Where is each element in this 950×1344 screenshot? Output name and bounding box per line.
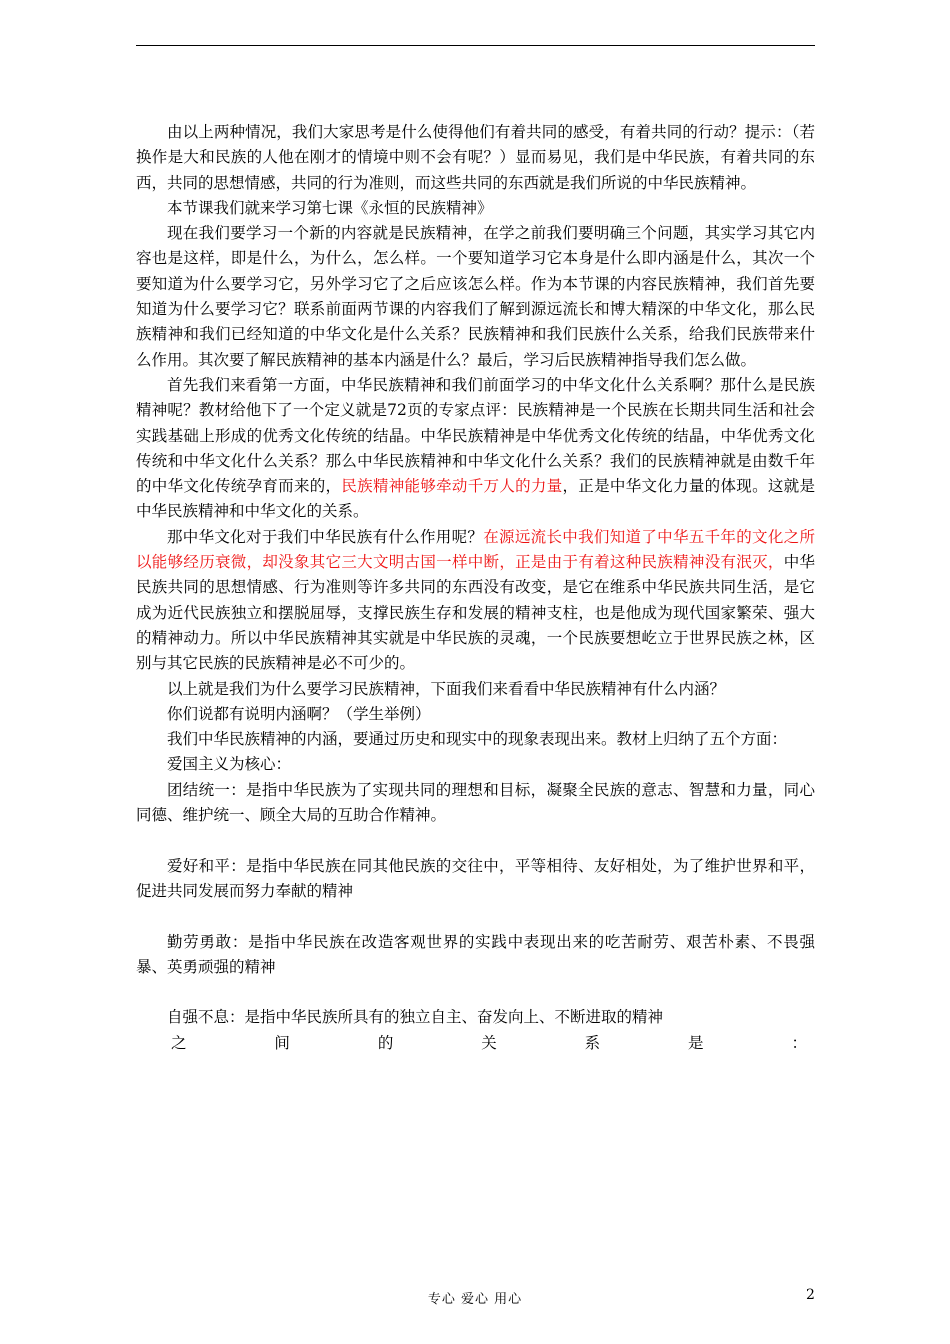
relation-char: ： [791, 1033, 807, 1052]
paragraph: 本节课我们就来学习第七课《永恒的民族精神》 [167, 198, 493, 217]
relation-char: 关 [481, 1033, 497, 1052]
peace-paragraph: 爱好和平：是指中华民族在同其他民族的交往中，平等相待、友好相处，为了维护世界和平，促进共同发展而努力奉献的精神 [136, 856, 815, 900]
paragraph: 爱国主义为核心： [167, 755, 292, 774]
paragraph: 你们说都有说明内涵啊？（学生举例） [167, 704, 431, 723]
document-body [136, 120, 815, 1056]
paragraph: 我们中华民族精神的内涵，要通过历史和现实中的现象表现出来。教材上归纳了五个方面： [167, 730, 788, 749]
paragraph [136, 373, 815, 525]
diligence-paragraph: 勤劳勇敢：是指中华民族在改造客观世界的实践中表现出来的吃苦耐劳、艰苦朴素、不畏强暴、英勇顽强的精神 [136, 932, 815, 976]
relation-char: 是 [688, 1033, 704, 1052]
footer-motto: 专心 爱心 用心 [427, 1292, 523, 1307]
paragraph: 以上就是我们为什么要学习民族精神，下面我们来看看中华民族精神有什么内涵？ [167, 679, 726, 698]
text-run: 中华民族共同的思想情感、行为准则等许多共同的东西没有改变，是它在维系中华民族共同生活，是它成为近代民族独立和摆脱屈辱，支撑民族生存和发展的精神支柱，也是他成为现代国家繁荣、强大的精神动力。所以中华民族精神其实就是中华民族的灵魂，一个民族要想屹立于世界民族之林，区别与其它民族的民族精神是必不可少的。 [136, 553, 815, 673]
relation-char: 的 [377, 1033, 394, 1052]
relation-char: 间 [274, 1033, 290, 1052]
text-run: 首先我们来看第一方面，中华民族精神和我们前面学习的中华文化什么关系啊？那什么是民族精神呢？教材给他下了一个定义就是72页的专家点评：民族精神是一个民族在长期共同生活和社会实践基础上形成的优秀文化传统的结晶。中华民族精神是中华优秀文化传统的结晶，中华优秀文化传统和中华文化什么关系？那么中华民族精神和中华文化什么关系？我们的民族精神就是由数千年的中华文化传统孕育而来的， [136, 375, 815, 496]
spacer [136, 980, 815, 1005]
spacer [136, 828, 815, 853]
highlighted-text: 民族精神能够牵动千万人的力量 [341, 477, 563, 496]
text-run: ，正是中华文化力量的体现。这就是中华民族精神和中华文化的关系。 [136, 477, 815, 521]
paragraph: 现在我们要学习一个新的内容就是民族精神，在学之前我们要明确三个问题，其实学习其它内容也是这样，即是什么，为什么，怎么样。一个要知道学习它本身是什么即内涵是什么，其次一个要知道为什么要学习它，另外学习它了之后应该怎么样。作为本节课的内容民族精神，我们首先要知道为什么要学习它？联系前面两节课的内容我们了解到源远流长和博大精深的中华文化，那么民族精神和我们已经知道的中华文化是什么关系？民族精神和我们民族什么关系，给我们民族带来什么作用。其次要了解民族精神的基本内涵是什么？最后，学习后民族精神指导我们怎么做。 [136, 224, 815, 369]
relation-char: 系 [584, 1033, 601, 1052]
highlighted-text: 在源远流长中我们知道了中华五千年的文化之所以能够经历衰微，却没象其它三大文明古国一样中断，正是由于有着这种民族精神没有泯灭， [136, 527, 815, 572]
relation-char: 之 [171, 1033, 187, 1052]
relation-line [136, 1031, 815, 1056]
header-rule [136, 45, 815, 46]
page-number: 2 [806, 1287, 815, 1303]
spacer [136, 904, 815, 929]
self-strength-paragraph: 自强不息：是指中华民族所具有的独立自主、奋发向上、不断进取的精神 [167, 1008, 664, 1027]
text-run: 那中华文化对于我们中华民族有什么作用呢？ [167, 527, 484, 546]
unity-paragraph: 团结统一：是指中华民族为了实现共同的理想和目标，凝聚全民族的意志、智慧和力量，同心同德、维护统一、顾全大局的互助合作精神。 [136, 780, 815, 825]
paragraph: 由以上两种情况，我们大家思考是什么使得他们有着共同的感受，有着共同的行动？提示：（若换作是大和民族的人他在刚才的情境中则不会有呢？）显而易见，我们是中华民族，有着共同的东西，共同的思想情感，共同的行为准则，而这些共同的东西就是我们所说的中华民族精神。 [136, 123, 815, 192]
paragraph [136, 525, 815, 677]
